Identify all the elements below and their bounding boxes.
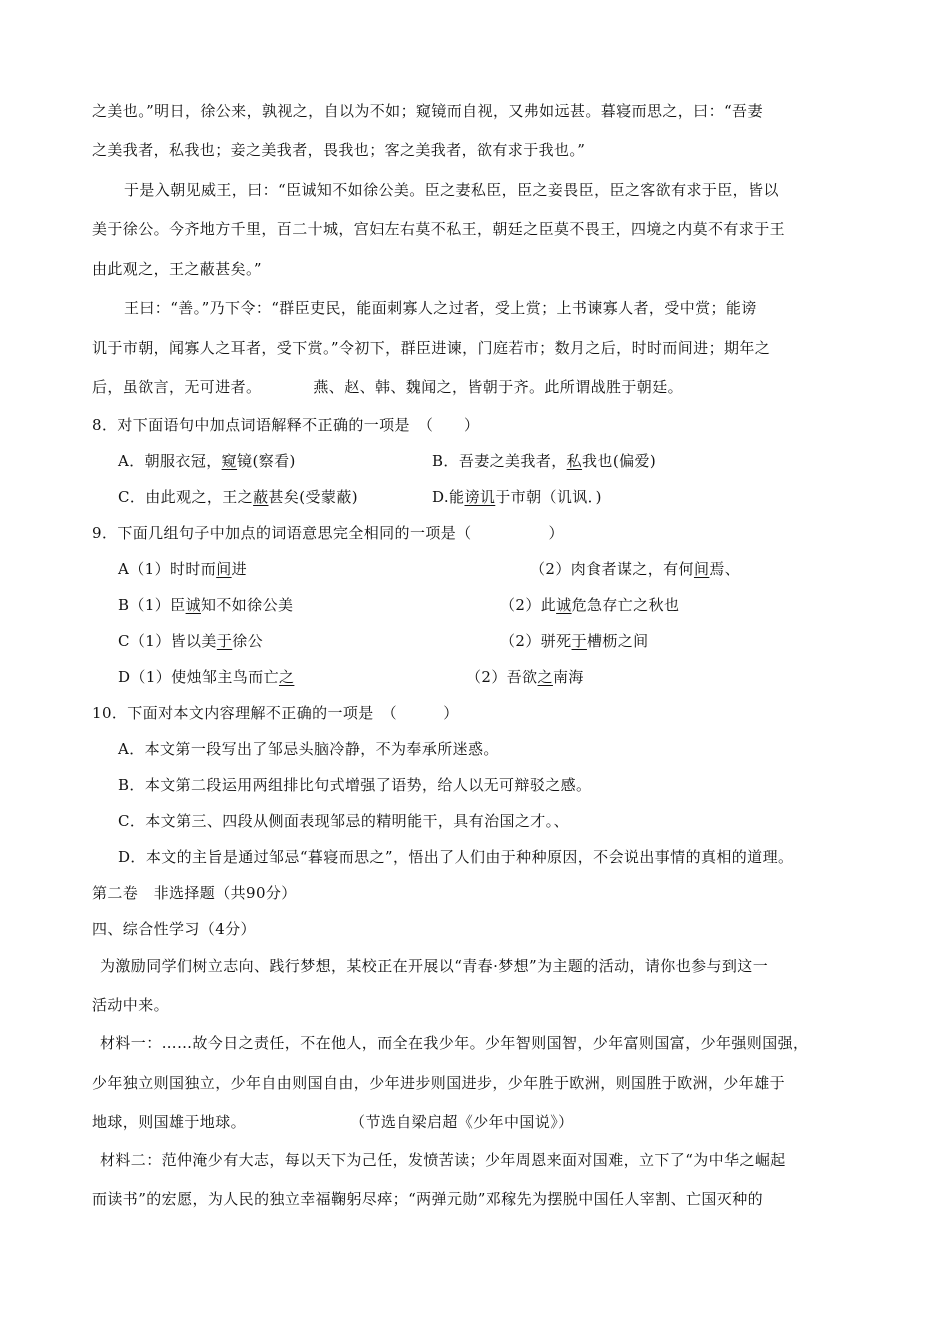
material-1: 地球，则国雄于地球。 （节选自梁启超《少年中国说》）	[92, 1113, 574, 1131]
q8-option-b: B．吾妻之美我者，私我也(偏爱)	[432, 452, 657, 470]
section-title: 第二卷 非选择题（共90分）	[92, 884, 297, 902]
question-8-stem: 8．对下面语句中加点词语解释不正确的一项是 （ ）	[92, 416, 480, 434]
q9-option-d1: D（1）使烛邹主鸟而亡之	[118, 668, 295, 686]
passage-line: 讥于市朝，闻寡人之耳者，受下赏。”令初下，群臣进谏，门庭若市；数月之后，时时而间进；期年之	[92, 339, 771, 357]
part-heading: 四、综合性学习（4分）	[92, 920, 256, 938]
passage-line: 美于徐公。今齐地方千里，百二十城，宫妇左右莫不私王，朝廷之臣莫不畏王，四境之内莫不有求于王	[92, 220, 786, 238]
q8-option-a: A．朝服衣冠，窥镜(察看)	[118, 452, 296, 470]
passage-line: 王曰：“善。”乃下令：“群臣吏民，能面刺寡人之过者，受上赏；上书谏寡人者，受中赏；能谤	[124, 299, 757, 317]
passage-line: 之美我者，私我也；妾之美我者，畏我也；客之美我者，欲有求于我也。”	[92, 141, 586, 159]
question-10-stem: 10．下面对本文内容理解不正确的一项是 （ ）	[92, 704, 459, 722]
passage-line	[92, 377, 683, 397]
passage-line: 之美也。”明日，徐公来，孰视之，自以为不如；窥镜而自视，又弗如远甚。暮寝而思之，曰：“吾妻	[92, 102, 763, 120]
q9-option-b1: B（1）臣诚知不如徐公美	[118, 596, 294, 614]
q9-option-b2: （2）此诚危急存亡之秋也	[500, 596, 680, 614]
q10-option-d: D．本文的主旨是通过邹忌“暮寝而思之”，悟出了人们由于种种原因，不会说出事情的真相的道理。	[118, 848, 794, 866]
material-2: 而读书”的宏愿，为人民的独立幸福鞠躬尽瘁；“两弹元勋”邓稼先为摆脱中国任人宰割、亡国灭种的	[92, 1190, 764, 1208]
material-1-source: （节选自梁启超《少年中国说》）	[350, 1113, 574, 1131]
activity-intro: 为激励同学们树立志向、践行梦想，某校正在开展以“青春·梦想”为主题的活动，请你也参与到这一	[100, 957, 769, 975]
q8-option-d: D.能谤讥于市朝（讥讽．)	[432, 488, 602, 506]
passage-last-a: 后，虽欲言，无可进者。	[92, 378, 262, 396]
passage-last-b: 燕、赵、韩、魏闻之，皆朝于齐。此所谓战胜于朝廷。	[313, 378, 684, 396]
material-2: 材料二：范仲淹少有大志，每以天下为己任，发愤苦读；少年周恩来面对国难，立下了“为中华之崛起	[100, 1151, 786, 1169]
activity-intro: 活动中来。	[92, 996, 170, 1014]
q10-option-a: A．本文第一段写出了邹忌头脑冷静，不为奉承所迷惑。	[118, 740, 499, 758]
passage-line: 由此观之，王之蔽甚矣。”	[92, 260, 262, 278]
material-1: 少年独立则国独立，少年自由则国自由，少年进步则国进步，少年胜于欧洲，则国胜于欧洲，少年雄于	[92, 1074, 786, 1092]
q8-option-c: C．由此观之，王之蔽甚矣(受蒙蔽)	[118, 488, 358, 506]
q9-option-a2: （2）肉食者谋之，有何间焉、	[530, 560, 741, 578]
q9-option-c1: C（1）皆以美于徐公	[118, 632, 264, 650]
q10-option-b: B．本文第二段运用两组排比句式增强了语势，给人以无可辩驳之感。	[118, 776, 592, 794]
material-1: 材料一：……故今日之责任，不在他人，而全在我少年。少年智则国智，少年富则国富，少年强则国强，	[100, 1034, 809, 1052]
question-9-stem: 9．下面几组句子中加点的词语意思完全相同的一项是（ ）	[92, 524, 564, 542]
q9-option-a1: A（1）时时而间进	[118, 560, 247, 578]
q10-option-c: C．本文第三、四段从侧面表现邹忌的精明能干，具有治国之才。、	[118, 812, 569, 830]
q9-option-c2: （2）骈死于槽枥之间	[500, 632, 649, 650]
q9-option-d2: （2）吾欲之南海	[466, 668, 584, 686]
passage-line: 于是入朝见威王，曰：“臣诚知不如徐公美。臣之妻私臣，臣之妾畏臣，臣之客欲有求于臣，皆以	[124, 181, 779, 199]
